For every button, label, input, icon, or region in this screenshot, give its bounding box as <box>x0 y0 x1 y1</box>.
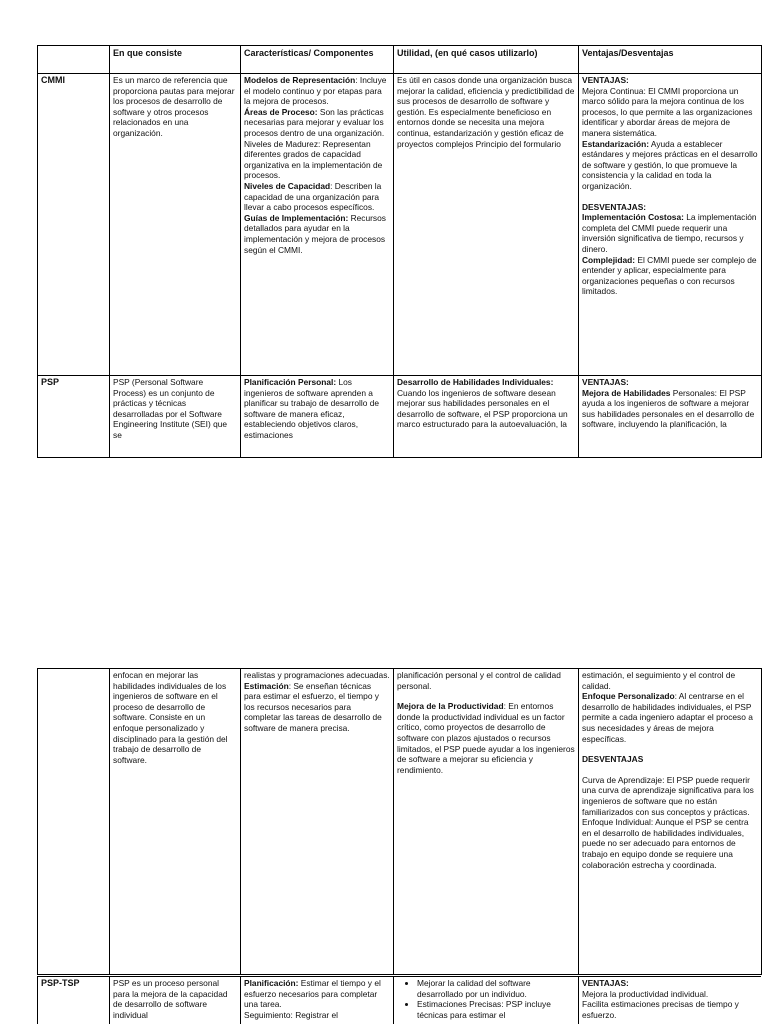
cmmi-caracteristicas: Modelos de Representación: Incluye el modelo continuo y por etapas para la mejora de procesos. Áreas de Proceso: Son las prácticas necesarias para mejorar y evaluar los procesos dentro de una organización. Niveles de Madurez: Representan diferentes grados de capacidad organizativa en la implementación de procesos. Niveles de Capacidad: Describen la capacidad de una organización para llevar a cabo procesos específicos. Guías de Implementación: Recursos detallados para ayudar en la implementación y mejora de procesos según el CMMI. <box>241 74 394 376</box>
psptsp-consiste: PSP es un proceso personal para la mejora de la capacidad de desarrollo de software individual <box>110 977 241 1024</box>
row-label-psptsp: PSP-TSP <box>38 977 110 1024</box>
psptsp-utilidad-list <box>397 978 575 1020</box>
table-page-1 <box>37 45 761 458</box>
cmmi-ventajas: VENTAJAS: Mejora Continua: El CMMI proporciona un marco sólido para la mejora continua de los procesos, lo que permite a las organizaciones identificar y abordar áreas de mejora de manera sistemática. Estandarización: Ayuda a establecer estándares y mejores prácticas en el desarrollo de software y gestión, lo que promueve la consistencia y la calidad en toda la organización. DESVENTAJAS: Implementación Costosa: La implementación completa del CMMI puede requerir una inversión significativa de tiempo, recursos y dinero. Complejidad: El CMMI puede ser complejo de entender y aplicar, especialmente para organizaciones pequeñas o con recursos limitados. <box>579 74 762 376</box>
header-empty-cell <box>38 46 110 74</box>
psp-ventajas-continued: estimación, el seguimiento y el control de calidad. Enfoque Personalizado: Al centrarse en el desarrollo de habilidades individuales, el PSP permite a cada ingeniero adaptar el proceso a sus necesidades y áreas de mejora específicas. DESVENTAJAS Curva de Aprendizaje: El PSP puede requerir una curva de aprendizaje significativa para los ingenieros de software que no están familiarizados con sus conceptos y prácticas. Enfoque Individual: Aunque el PSP se centra en el desarrollo de habilidades individuales, puede no ser adecuado para entornos de trabajo en equipo donde se requiere una colaboración estrecha y coordinada. <box>579 669 762 975</box>
psptsp-utilidad <box>394 977 579 1024</box>
cmmi-consiste: Es un marco de referencia que proporciona pautas para mejorar los procesos de desarrollo de software y otros procesos relacionados en una organización. <box>110 74 241 376</box>
comparison-table-continued <box>37 668 762 975</box>
cmmi-utilidad: Es útil en casos donde una organización busca mejorar la calidad, eficiencia y predictibilidad de sus procesos de desarrollo de software y gestión. Es especialmente beneficioso en entornos donde se necesita una mejora continua, estandarización y gestión eficaz de proyectos complejos Principio del formulario <box>394 74 579 376</box>
header-consiste: En que consiste <box>110 46 241 74</box>
list-item: • Mejorar la calidad del software desarrollado por un individuo. <box>417 978 575 999</box>
psp-utilidad-continued: planificación personal y el control de calidad personal. Mejora de la Productividad: En entornos donde la productividad individual es un factor crítico, como proyectos de desarrollo de software con plazos ajustados o recursos limitados, el PSP puede ayudar a los ingenieros de software a mejorar su eficiencia y rendimiento. <box>394 669 579 975</box>
table-row <box>38 977 762 1024</box>
table-row <box>38 74 762 376</box>
table-page-3 <box>37 976 761 1024</box>
table-row <box>38 669 762 975</box>
psp-consiste-continued: enfocan en mejorar las habilidades individuales de los ingenieros de software en el proceso de desarrollo de software. Consiste en un enfoque personalizado y disciplinado para la gestión del trabajo de desarrollo de software. <box>110 669 241 975</box>
psp-consiste: PSP (Personal Software Process) es un conjunto de prácticas y técnicas desarrolladas por el Software Engineering Institute (SEI) que se <box>110 376 241 458</box>
psp-caracteristicas-continued: realistas y programaciones adecuadas. Estimación: Se enseñan técnicas para estimar el esfuerzo, el tiempo y los recursos necesarios para completar las tareas de desarrollo de software de manera precisa. <box>241 669 394 975</box>
header-utilidad: Utilidad, (en qué casos utilizarlo) <box>394 46 579 74</box>
psp-label-continued <box>38 669 110 975</box>
list-item: • Estimaciones Precisas: PSP incluye técnicas para estimar el <box>417 999 575 1020</box>
table-row <box>38 376 762 458</box>
comparison-table <box>37 45 762 458</box>
header-row <box>38 46 762 74</box>
psp-ventajas: VENTAJAS: Mejora de Habilidades Personales: El PSP ayuda a los ingenieros de software a mejorar sus habilidades personales en el desarrollo de software, incluyendo la planificación, la <box>579 376 762 458</box>
header-ventajas: Ventajas/Desventajas <box>579 46 762 74</box>
header-caracteristicas: Características/ Componentes <box>241 46 394 74</box>
psptsp-caracteristicas: Planificación: Estimar el tiempo y el esfuerzo necesarios para completar una tarea. Seguimiento: Registrar el <box>241 977 394 1024</box>
psptsp-ventajas: VENTAJAS: Mejora la productividad individual. Facilita estimaciones precisas de tiempo y esfuerzo. <box>579 977 762 1024</box>
row-label-psp: PSP <box>38 376 110 458</box>
psp-utilidad: Desarrollo de Habilidades Individuales: Cuando los ingenieros de software desean mejorar sus habilidades personales en el desarrollo de software, el PSP proporciona un marco estructurado para la autoevaluación, la <box>394 376 579 458</box>
table-page-2 <box>37 668 761 975</box>
comparison-table-psptsp <box>37 976 761 1024</box>
row-label-cmmi: CMMI <box>38 74 110 376</box>
psp-caracteristicas: Planificación Personal: Los ingenieros de software aprenden a planificar su trabajo de desarrollo de software de manera eficaz, estableciendo objetivos claros, estimaciones <box>241 376 394 458</box>
